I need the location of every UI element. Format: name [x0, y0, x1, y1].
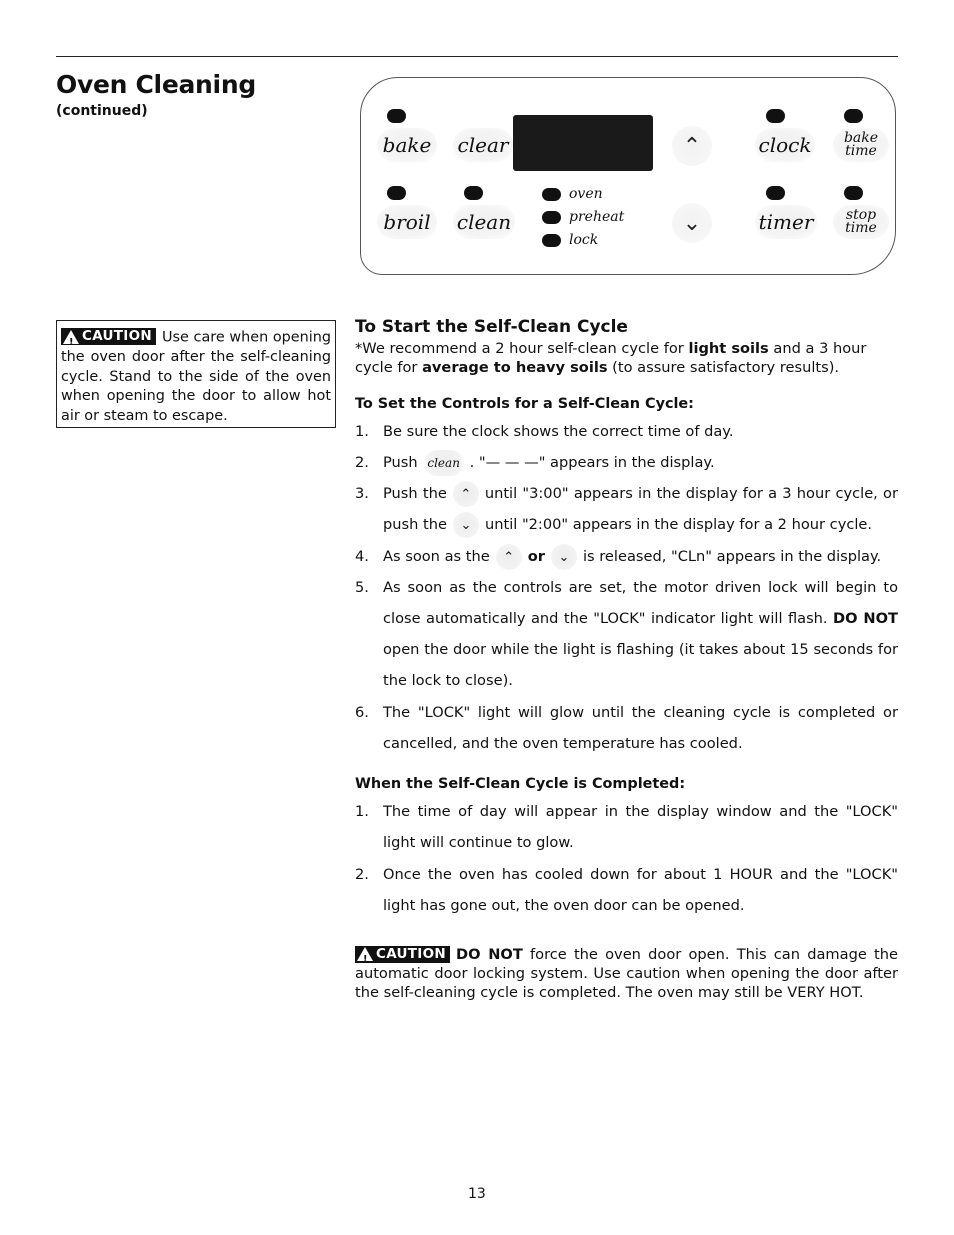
bake-time-indicator-dot — [844, 109, 863, 123]
clean-pad-icon: clean — [424, 450, 464, 476]
down-arrow-icon: ⌄ — [453, 512, 479, 538]
timer-pad: timer — [755, 205, 817, 239]
clock-indicator-dot — [766, 109, 785, 123]
down-arrow-icon: ⌄ — [551, 544, 577, 570]
caution-box — [56, 320, 336, 428]
caution-badge: ! CAUTION — [61, 328, 156, 345]
page-number: 13 — [468, 1186, 486, 1202]
intro-paragraph: *We recommend a 2 hour self-clean cycle for light soils and a 3 hour cycle for average to heavy soils (to assure satisfactory results). — [355, 340, 867, 376]
up-arrow-icon: ⌃ — [496, 544, 522, 570]
subheading-completed: When the Self-Clean Cycle is Completed: — [355, 776, 686, 792]
lock-indicator-label: lock — [569, 232, 599, 248]
section-heading: To Start the Self-Clean Cycle — [355, 317, 628, 337]
caution-text: ! CAUTION Use care when opening the oven door after the self-cleaning cycle. Stand to the side of the oven when opening the door to allow hot air or steam to escape. — [61, 327, 331, 424]
clear-pad: clear — [453, 128, 513, 162]
warning-icon: ! — [63, 330, 79, 344]
bake-indicator-dot — [387, 109, 406, 123]
caution-badge: ! CAUTION — [355, 946, 450, 963]
down-arrow-pad — [672, 203, 712, 243]
subheading-set-controls: To Set the Controls for a Self-Clean Cycle: — [355, 396, 694, 412]
broil-indicator-dot — [387, 186, 406, 200]
warning-icon: ! — [357, 947, 373, 961]
up-arrow-icon: ⌃ — [682, 133, 702, 159]
bake-pad: bake — [377, 128, 437, 162]
down-arrow-icon: ⌄ — [682, 210, 702, 236]
stop-time-pad: stop time — [833, 205, 889, 239]
clock-pad: clock — [755, 128, 815, 162]
control-panel — [360, 77, 896, 275]
preheat-indicator-dot — [542, 211, 561, 224]
clean-indicator-dot — [464, 186, 483, 200]
page-title: Oven Cleaning — [56, 70, 256, 99]
top-rule — [56, 56, 898, 57]
broil-pad: broil — [377, 205, 437, 239]
page-subtitle: (continued) — [56, 103, 148, 119]
bake-time-pad: bake time — [833, 128, 889, 162]
lock-indicator-dot — [542, 234, 561, 247]
preheat-indicator-label: preheat — [569, 209, 625, 225]
clean-pad: clean — [453, 205, 515, 239]
oven-indicator-label: oven — [569, 186, 603, 202]
display-window — [513, 115, 653, 171]
timer-indicator-dot — [766, 186, 785, 200]
up-arrow-icon: ⌃ — [453, 481, 479, 507]
oven-indicator-dot — [542, 188, 561, 201]
up-arrow-pad — [672, 126, 712, 166]
stop-time-indicator-dot — [844, 186, 863, 200]
caution-paragraph: ! CAUTION DO NOT force the oven door open. This can damage the automatic door locking system. Use caution when opening the door after the self-cleaning cycle is completed. The oven may still be VERY HOT. — [355, 945, 898, 1001]
